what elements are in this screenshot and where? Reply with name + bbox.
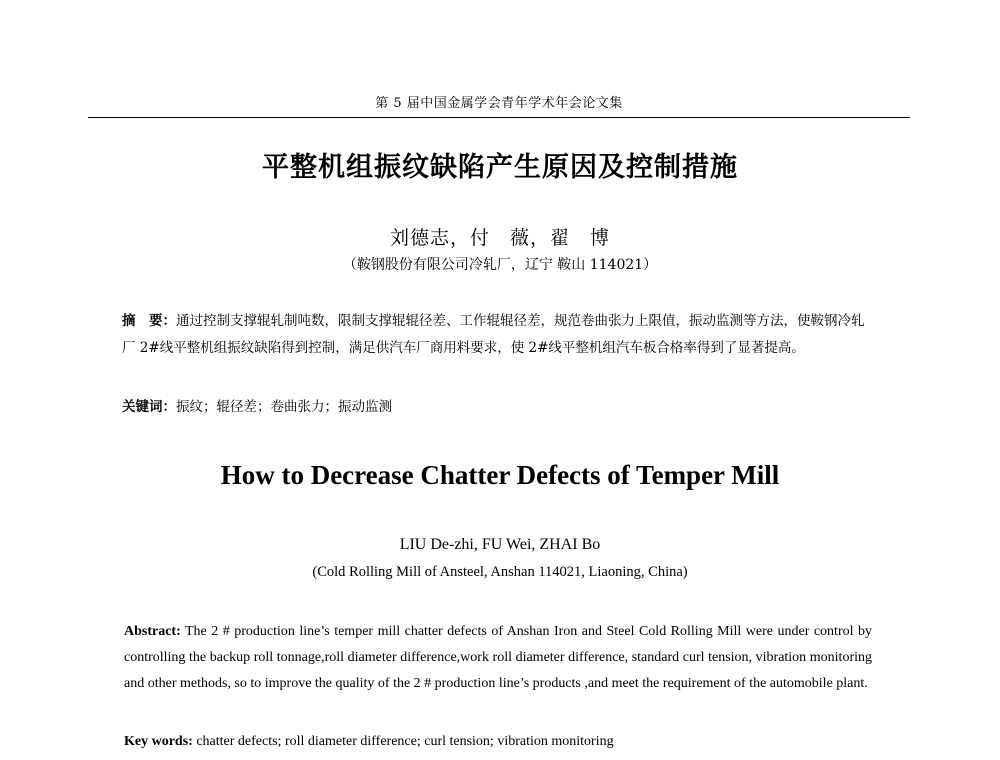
chinese-abstract xyxy=(122,308,874,362)
chinese-abstract-label: 摘 要： xyxy=(122,313,176,329)
english-abstract-text: The 2 # production line’s temper mill chatter defects of Anshan Iron and Steel Cold Rolling Mill were under control by controlling the backup roll tonnage,roll diameter difference,work roll diameter difference, standard curl tension, vibration monitoring and other methods, so to improve the quality of the 2 # production line’s products ,and meet the requirement of the automobile plant. xyxy=(124,624,872,691)
english-authors: LIU De-zhi, FU Wei, ZHAI Bo xyxy=(399,536,601,553)
english-affiliation: (Cold Rolling Mill of Ansteel, Anshan 114021, Liaoning, China) xyxy=(312,564,688,580)
chinese-title: 平整机组振纹缺陷产生原因及控制措施 xyxy=(262,152,738,183)
chinese-authors: 刘德志，付 薇，翟 博 xyxy=(389,227,610,249)
english-abstract xyxy=(124,619,872,697)
chinese-keywords xyxy=(122,395,874,415)
english-keywords-label: Key words: xyxy=(124,734,193,749)
english-keywords-text: chatter defects; roll diameter difference; curl tension; vibration monitoring xyxy=(192,734,614,749)
chinese-abstract-text: 通过控制支撑辊轧制吨数，限制支撑辊辊径差、工作辊辊径差，规范卷曲张力上限值，振动监测等方法，使鞍钢冷轧厂 2#线平整机组振纹缺陷得到控制，满足供汽车厂商用料要求，使 2#线平整机组汽车板合格率得到了显著提高。 xyxy=(122,313,865,356)
header-rule xyxy=(88,117,910,118)
chinese-affiliation: （鞍钢股份有限公司冷轧厂，辽宁 鞍山 114021） xyxy=(342,257,658,273)
chinese-keywords-label: 关键词： xyxy=(122,399,176,415)
english-title: How to Decrease Chatter Defects of Temper Mill xyxy=(220,460,780,490)
english-keywords xyxy=(124,734,872,750)
chinese-keywords-text: 振纹；辊径差；卷曲张力；振动监测 xyxy=(176,399,392,415)
english-abstract-label: Abstract: xyxy=(124,624,181,639)
running-header: 第 5 届中国金属学会青年学术年会论文集 xyxy=(375,96,623,111)
